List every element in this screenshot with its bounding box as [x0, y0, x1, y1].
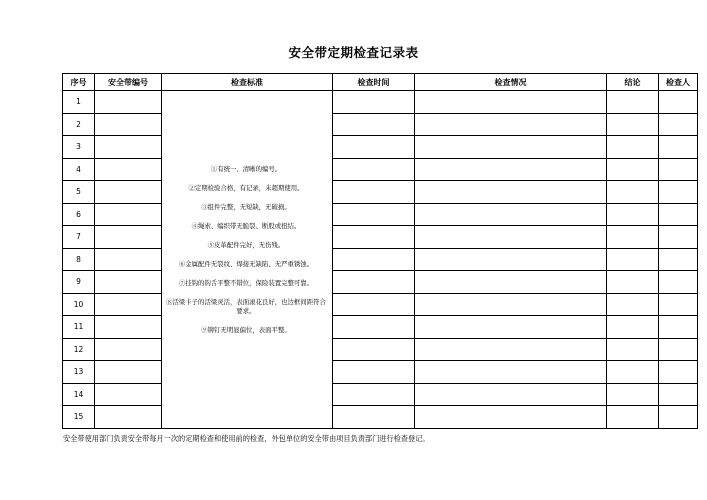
row-number: 6 [63, 203, 95, 226]
belt-id-cell[interactable] [95, 293, 162, 316]
check-status-cell[interactable] [415, 271, 607, 294]
footnote: 安全带使用部门负责安全带每月一次的定期检查和使用前的检查，外包单位的安全带由项目负责部门进行检查登记。 [63, 434, 430, 443]
table-row [63, 361, 698, 384]
check-time-cell[interactable] [333, 271, 415, 294]
belt-id-cell[interactable] [95, 248, 162, 271]
conclusion-cell[interactable] [607, 406, 659, 429]
inspector-cell[interactable] [659, 226, 698, 249]
standard-list [162, 165, 332, 335]
table-row [63, 271, 698, 294]
belt-id-cell[interactable] [95, 91, 162, 114]
inspection-table [62, 73, 698, 429]
standard-item: ③组件完整，无短缺，无破损。 [201, 203, 291, 211]
row-number: 4 [63, 158, 95, 181]
standard-item: ⑧活梁卡子的活梁灵活，表面滚花良好，也边框间距符合要求。 [166, 298, 326, 315]
inspector-cell[interactable] [659, 383, 698, 406]
check-time-cell[interactable] [333, 406, 415, 429]
check-time-cell[interactable] [333, 136, 415, 159]
standard-item: ⑨铆钉无明显偏位，表面平整。 [201, 326, 291, 334]
standard-cell [162, 91, 333, 429]
row-number: 11 [63, 316, 95, 339]
row-number: 8 [63, 248, 95, 271]
belt-id-cell[interactable] [95, 158, 162, 181]
standard-item: ④绳索、编织带无脆裂、断股或扭结。 [191, 222, 301, 230]
check-status-cell[interactable] [415, 293, 607, 316]
belt-id-cell[interactable] [95, 203, 162, 226]
conclusion-cell[interactable] [607, 158, 659, 181]
row-number: 3 [63, 136, 95, 159]
check-status-cell[interactable] [415, 248, 607, 271]
standard-item: ②定期检验合格，有记录，未超期使用。 [188, 184, 304, 192]
belt-id-cell[interactable] [95, 406, 162, 429]
check-time-cell[interactable] [333, 383, 415, 406]
header-belt-id: 安全带编号 [95, 74, 162, 91]
check-time-cell[interactable] [333, 91, 415, 114]
table-row [63, 293, 698, 316]
conclusion-cell[interactable] [607, 316, 659, 339]
check-time-cell[interactable] [333, 203, 415, 226]
inspector-cell[interactable] [659, 316, 698, 339]
conclusion-cell[interactable] [607, 203, 659, 226]
belt-id-cell[interactable] [95, 383, 162, 406]
header-inspector: 检查人 [659, 74, 698, 91]
table-row [63, 203, 698, 226]
conclusion-cell[interactable] [607, 248, 659, 271]
check-time-cell[interactable] [333, 361, 415, 384]
inspector-cell[interactable] [659, 113, 698, 136]
conclusion-cell[interactable] [607, 338, 659, 361]
row-number: 9 [63, 271, 95, 294]
check-status-cell[interactable] [415, 316, 607, 339]
table-row [63, 113, 698, 136]
inspector-cell[interactable] [659, 271, 698, 294]
header-conclusion: 结论 [607, 74, 659, 91]
conclusion-cell[interactable] [607, 383, 659, 406]
header-seq: 序号 [63, 74, 95, 91]
table-row [63, 316, 698, 339]
check-status-cell[interactable] [415, 383, 607, 406]
inspector-cell[interactable] [659, 158, 698, 181]
inspector-cell[interactable] [659, 248, 698, 271]
row-number: 13 [63, 361, 95, 384]
belt-id-cell[interactable] [95, 136, 162, 159]
check-time-cell[interactable] [333, 226, 415, 249]
header-check-status: 检查情况 [415, 74, 607, 91]
inspector-cell[interactable] [659, 203, 698, 226]
conclusion-cell[interactable] [607, 113, 659, 136]
conclusion-cell[interactable] [607, 293, 659, 316]
belt-id-cell[interactable] [95, 271, 162, 294]
check-status-cell[interactable] [415, 226, 607, 249]
check-time-cell[interactable] [333, 316, 415, 339]
check-status-cell[interactable] [415, 406, 607, 429]
standard-item: ①有统一、清晰的编号。 [210, 165, 282, 173]
standard-item: ⑤皮革配件完好，无伤残。 [207, 241, 285, 249]
header-check-time: 检查时间 [333, 74, 415, 91]
inspector-cell[interactable] [659, 91, 698, 114]
table-row [63, 383, 698, 406]
table-row [63, 91, 698, 114]
row-number: 12 [63, 338, 95, 361]
check-status-cell[interactable] [415, 181, 607, 204]
belt-id-cell[interactable] [95, 113, 162, 136]
belt-id-cell[interactable] [95, 361, 162, 384]
row-number: 14 [63, 383, 95, 406]
conclusion-cell[interactable] [607, 91, 659, 114]
belt-id-cell[interactable] [95, 316, 162, 339]
row-number: 5 [63, 181, 95, 204]
belt-id-cell[interactable] [95, 226, 162, 249]
inspector-cell[interactable] [659, 136, 698, 159]
inspector-cell[interactable] [659, 406, 698, 429]
check-time-cell[interactable] [333, 158, 415, 181]
check-status-cell[interactable] [415, 91, 607, 114]
conclusion-cell[interactable] [607, 226, 659, 249]
table-row [63, 181, 698, 204]
check-status-cell[interactable] [415, 203, 607, 226]
inspector-cell[interactable] [659, 181, 698, 204]
check-status-cell[interactable] [415, 158, 607, 181]
conclusion-cell[interactable] [607, 361, 659, 384]
header-standard: 检查标准 [162, 74, 333, 91]
inspector-cell[interactable] [659, 293, 698, 316]
table-row [63, 338, 698, 361]
row-number: 2 [63, 113, 95, 136]
check-status-cell[interactable] [415, 361, 607, 384]
check-status-cell[interactable] [415, 338, 607, 361]
page-title: 安全带定期检查记录表 [288, 45, 419, 60]
header-row [63, 74, 698, 91]
standard-item: ⑥金属配件无裂纹、焊接无缺陷、无严重锈蚀。 [178, 260, 314, 268]
check-time-cell[interactable] [333, 113, 415, 136]
conclusion-cell[interactable] [607, 271, 659, 294]
row-number: 7 [63, 226, 95, 249]
row-number: 1 [63, 91, 95, 114]
check-time-cell[interactable] [333, 181, 415, 204]
table-row [63, 136, 698, 159]
belt-id-cell[interactable] [95, 181, 162, 204]
row-number: 15 [63, 406, 95, 429]
table-row [63, 226, 698, 249]
table-row [63, 406, 698, 429]
standard-item: ⑦挂钩的钩舌平整不错位，保险装置完整可靠。 [178, 279, 314, 287]
check-status-cell[interactable] [415, 113, 607, 136]
inspector-cell[interactable] [659, 361, 698, 384]
table-row [63, 158, 698, 181]
inspector-cell[interactable] [659, 338, 698, 361]
check-time-cell[interactable] [333, 338, 415, 361]
conclusion-cell[interactable] [607, 136, 659, 159]
check-status-cell[interactable] [415, 136, 607, 159]
belt-id-cell[interactable] [95, 338, 162, 361]
check-time-cell[interactable] [333, 293, 415, 316]
conclusion-cell[interactable] [607, 181, 659, 204]
row-number: 10 [63, 293, 95, 316]
table-row [63, 248, 698, 271]
check-time-cell[interactable] [333, 248, 415, 271]
